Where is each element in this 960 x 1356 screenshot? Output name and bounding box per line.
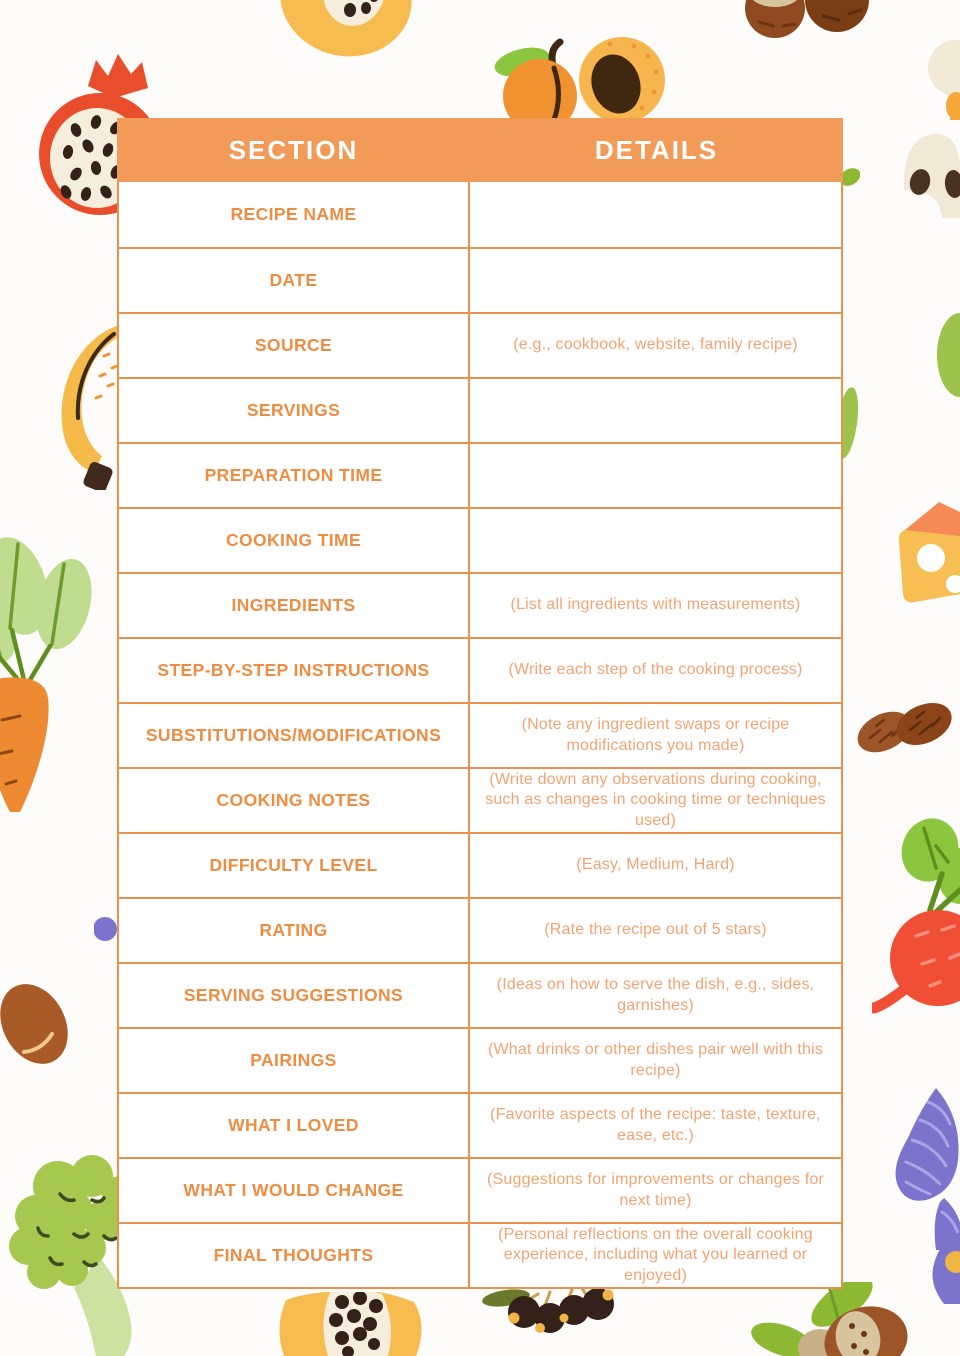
row-details: (List all ingredients with measurements) [510,596,801,614]
green-blob-edge-icon [936,312,960,398]
mussel-corner-icon [930,1232,960,1304]
row-details [470,249,841,312]
table-row [119,1027,841,1092]
table-row [119,572,841,637]
fruit-speck-icon [946,92,960,120]
row-label: STEP-BY-STEP INSTRUCTIONS [119,639,470,702]
row-details: (Note any ingredient swaps or recipe modifications you made) [521,716,790,754]
row-label: SERVINGS [119,379,470,442]
row-details [470,182,841,247]
row-details: (Suggestions for improvements or changes for next time) [487,1171,824,1209]
table-row [119,832,841,897]
row-details [470,379,841,442]
hazelnuts-top-icon [733,0,875,42]
table-row [119,702,841,767]
row-label: COOKING TIME [119,509,470,572]
nut-with-leaves-icon [742,1282,920,1356]
row-label: FINAL THOUGHTS [119,1224,470,1287]
row-label: SERVING SUGGESTIONS [119,964,470,1027]
brown-egg-icon [0,972,78,1082]
row-details: (Ideas on how to serve the dish, e.g., sides, garnishes) [496,976,815,1014]
table-row [119,1092,841,1157]
row-label: DIFFICULTY LEVEL [119,834,470,897]
row-label: DATE [119,249,470,312]
recipe-log-table [117,118,843,1289]
mussels-icon [878,1086,960,1250]
table-header [117,118,843,182]
row-details: (Rate the recipe out of 5 stars) [544,921,767,939]
row-details: (Personal reflections on the overall cooking experience, including what you learned or enjoyed) [498,1226,813,1284]
cheese-wedge-icon [893,496,960,614]
row-label: PREPARATION TIME [119,444,470,507]
row-details: (e.g., cookbook, website, family recipe) [513,336,798,354]
papaya-top-icon [272,0,422,68]
table-row [119,442,841,507]
header-section: SECTION [228,134,359,165]
row-label: SOURCE [119,314,470,377]
table-row [119,637,841,702]
row-label: SUBSTITUTIONS/MODIFICATIONS [119,704,470,767]
row-label: COOKING NOTES [119,769,470,832]
row-details: (Write each step of the cooking process) [508,661,803,679]
row-label: RECIPE NAME [119,182,470,247]
apricots-icon [482,30,678,120]
table-row [119,1222,841,1287]
row-details [470,509,841,572]
table-row [119,1157,841,1222]
row-label: WHAT I WOULD CHANGE [119,1159,470,1222]
berries-icon [478,1286,620,1336]
row-details: (Write down any observations during cooking, such as changes in cooking time or techniques used) [485,771,826,829]
carrot-icon [0,528,92,813]
table-row [119,182,841,247]
header-details: DETAILS [594,134,719,165]
row-details: (What drinks or other dishes pair well with this recipe) [487,1041,824,1079]
row-label: WHAT I LOVED [119,1094,470,1157]
papaya-bottom-icon [272,1292,428,1356]
row-label: INGREDIENTS [119,574,470,637]
row-label: RATING [119,899,470,962]
table-row [119,247,841,312]
row-details [470,444,841,507]
row-details: (Favorite aspects of the recipe: taste, texture, ease, etc.) [490,1106,821,1144]
table-row [119,507,841,572]
mushroom-cross-icon [898,126,960,218]
row-details: (Easy, Medium, Hard) [576,856,735,874]
table-row [119,962,841,1027]
table-row [119,897,841,962]
table-row [119,767,841,832]
table-row [119,312,841,377]
table-row [119,377,841,442]
row-label: PAIRINGS [119,1029,470,1092]
radish-icon [872,818,960,1023]
almonds-icon [852,692,954,760]
